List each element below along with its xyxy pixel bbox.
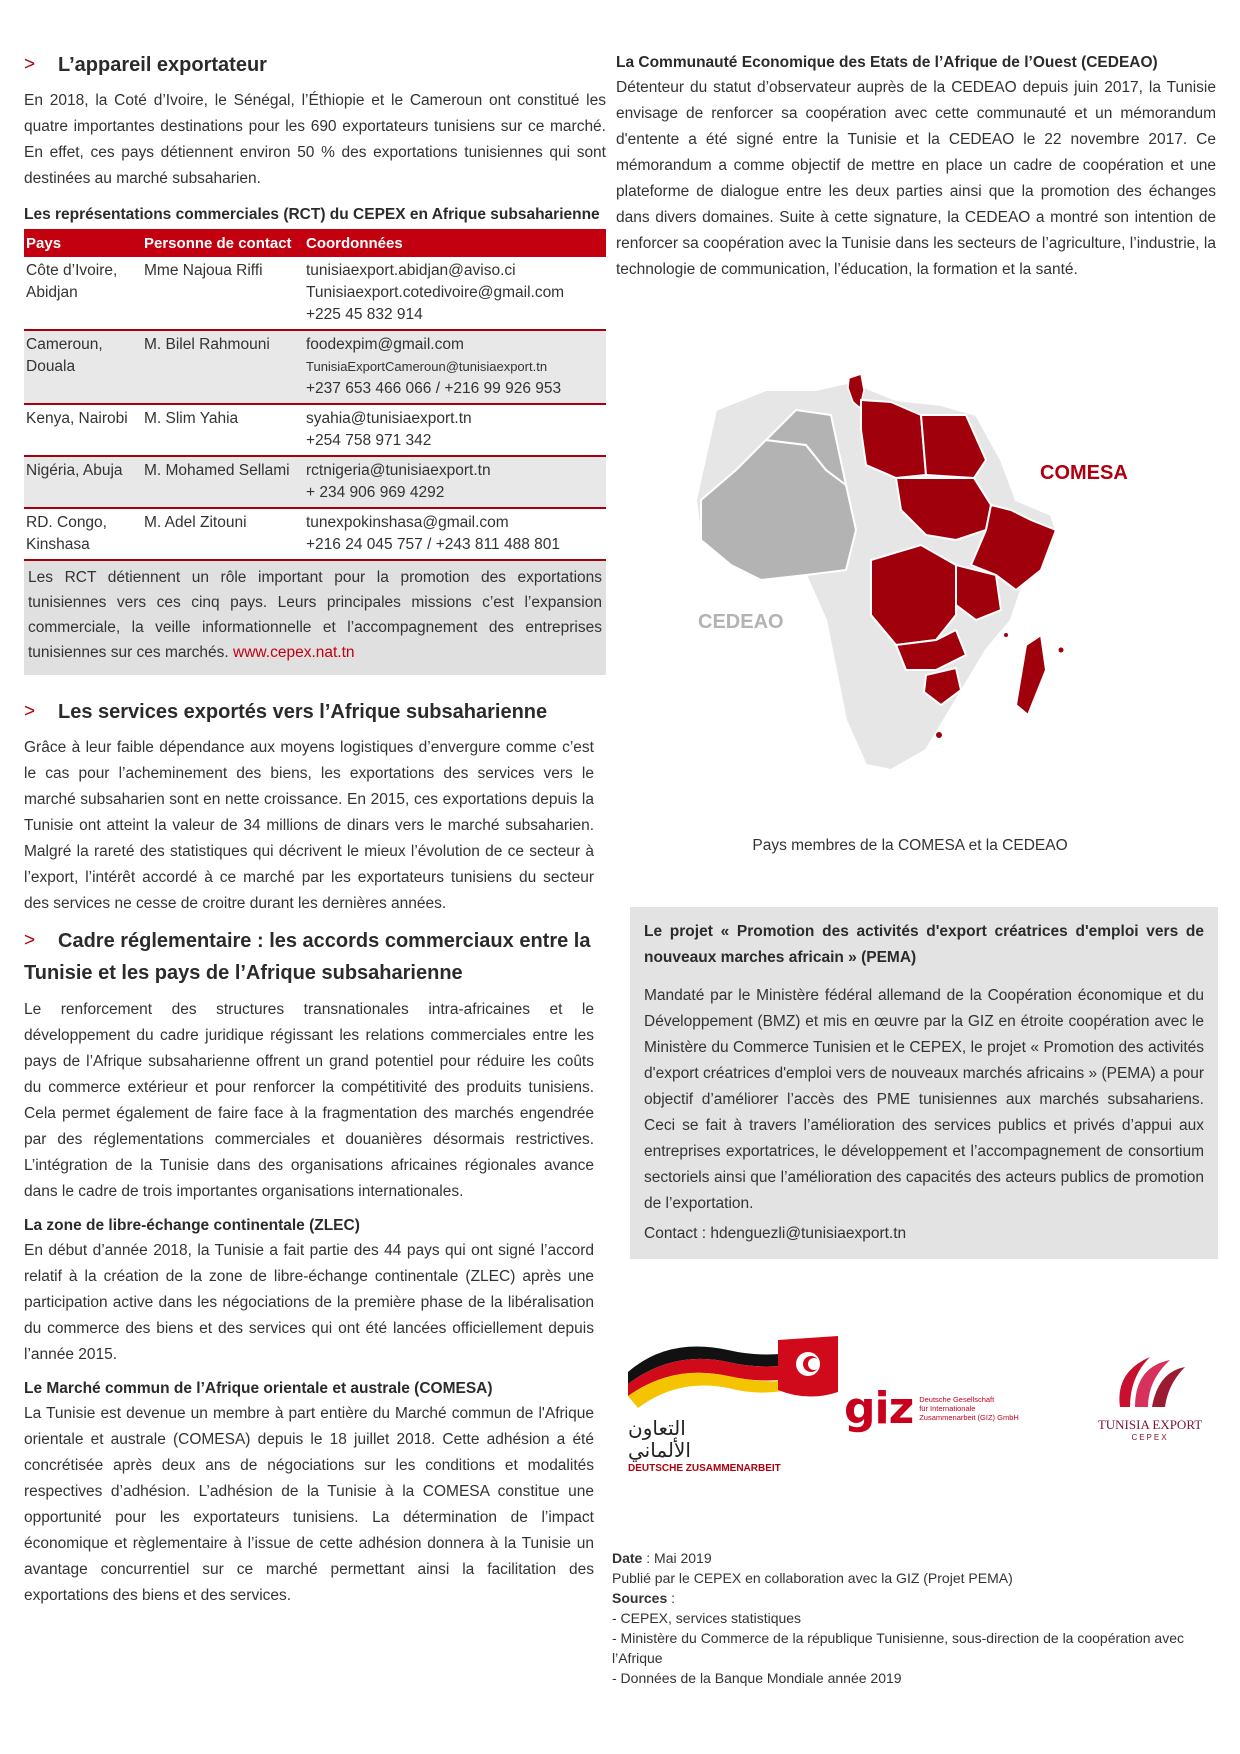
cell-country: RD. Congo, Kinshasa	[24, 508, 142, 560]
footer-date: Date : Mai 2019	[612, 1550, 712, 1566]
rct-note-box	[24, 561, 606, 675]
header-pays: Pays	[24, 229, 142, 257]
giz-wordmark: giz	[844, 1382, 914, 1434]
africa-map-svg	[656, 370, 1126, 790]
phone-number: +225 45 832 914	[306, 306, 423, 323]
cell-country: Côte d’Ivoire, Abidjan	[24, 257, 142, 330]
footer-source-item: - CEPEX, services statistiques	[612, 1610, 802, 1626]
cepex-website-link[interactable]: www.cepex.nat.tn	[233, 644, 355, 661]
flag-swoosh-icon	[628, 1332, 838, 1412]
section-title-exportateur: > L’appareil exportateur	[24, 50, 606, 80]
paragraph-comesa: La Tunisie est devenue un membre à part entière du Marché commun de l'Afrique orientale et australe (COMESA) depuis le 18 juillet 2018. Cette adhésion a été concrétisée après deux ans de négociations sur les conditions et modalités respectives d’adhésion. L’adhésion de la Tunisie à la COMESA constitue une opportunité pour les exportateurs tunisiens. La détermination de l’impact économique et règlementaire à l’issue de cette adhésion donnera à la Tunisie un avantage concurrentiel sur ce marché permettant ainsi la facilitation des exportations des biens et des services.	[24, 1405, 594, 1604]
cell-coordinates	[304, 404, 606, 456]
cooperation-arabic-text: التعاون الألماني	[628, 1416, 691, 1462]
section-arrow: >	[24, 930, 36, 951]
right-column	[616, 50, 1216, 283]
tunisia-export-logo	[1090, 1352, 1210, 1462]
cell-contact: M. Bilel Rahmouni	[142, 330, 304, 404]
map-comesa-island	[936, 732, 942, 738]
cedeao-title: La Communauté Economique des Etats de l’Afrique de l’Ouest (CEDEAO)	[616, 54, 1158, 71]
section-title-services: > Les services exportés vers l’Afrique subsaharienne	[24, 697, 606, 727]
email-link[interactable]: Tunisiaexport.cotedivoire@gmail.com	[306, 284, 565, 301]
table-row	[24, 257, 606, 330]
table-row	[24, 508, 606, 560]
map-caption: Pays membres de la COMESA et la CEDEAO	[752, 837, 1068, 854]
phone-number: +254 758 971 342	[306, 432, 432, 449]
email-link[interactable]: rctnigeria@tunisiaexport.tn	[306, 462, 491, 479]
pema-title: Le projet « Promotion des activités d'export créatrices d'emploi vers de nouveaux marches africain » (PEMA)	[644, 923, 1204, 966]
cell-country: Kenya, Nairobi	[24, 404, 142, 456]
section-title-cadre: > Cadre réglementaire : les accords commerciaux entre la Tunisie et les pays de l’Afrique subsaharienne	[24, 925, 606, 989]
map-label-comesa: COMESA	[1040, 462, 1128, 484]
paragraph-zlec: En début d’année 2018, la Tunisie a fait partie des 44 pays qui ont signé l’accord relatif à la création de la zone de libre-échange continentale (ZLEC) après une participation active dans les négociations de la première phase de la libéralisation du commerce des biens et des services qui ont été lancées officiellement depuis l’année 2015.	[24, 1242, 594, 1363]
section-arrow: >	[24, 54, 36, 75]
cepex-text: CEPEX	[1131, 1433, 1169, 1442]
map-comesa-drc	[871, 545, 956, 645]
section-arrow: >	[24, 701, 36, 722]
pema-contact[interactable]: Contact : hdenguezli@tunisiaexport.tn	[644, 1225, 907, 1242]
table-row	[24, 330, 606, 404]
tunisia-export-emblem-icon	[1110, 1352, 1190, 1412]
pema-box	[630, 907, 1218, 1259]
rct-table-title: Les représentations commerciales (RCT) du CEPEX en Afrique subsaharienne	[24, 206, 600, 223]
footer-source-item: - Données de la Banque Mondiale année 2019	[612, 1670, 902, 1686]
cell-contact: M. Adel Zitouni	[142, 508, 304, 560]
cell-contact: M. Slim Yahia	[142, 404, 304, 456]
phone-number: +237 653 466 066 / +216 99 926 953	[306, 380, 562, 397]
map-comesa-madagascar	[1016, 635, 1046, 715]
deutsche-zusammenarbeit-logo	[628, 1332, 838, 1474]
paragraph-services: Grâce à leur faible dépendance aux moyens logistiques d’envergure comme c’est le cas pour l’acheminement des biens, les exportations des services vers le marché subsaharien sont en nette croissance. En 2015, ces exportations depuis la Tunisie ont atteint la valeur de 34 millions de dinars vers le marché subsaharien. Malgré la rareté des statistiques qui décrivent le mieux l’évolution de ce secteur à l’export, l’intérêt accordé à ce marché par les exportateurs tunisiens du secteur des services ne cesse de croitre durant les dernières années.	[24, 739, 594, 912]
phone-number: + 234 906 969 4292	[306, 484, 445, 501]
table-row	[24, 404, 606, 456]
email-link[interactable]: tunexpokinshasa@gmail.com	[306, 514, 509, 531]
header-coordonnees: Coordonnées	[304, 229, 606, 257]
header-contact: Personne de contact	[142, 229, 304, 257]
email-link[interactable]: tunisiaexport.abidjan@aviso.ci	[306, 262, 516, 279]
map-label-cedeao: CEDEAO	[698, 611, 784, 633]
cooperation-text: DEUTSCHE ZUSAMMENARBEIT	[628, 1463, 781, 1474]
cell-contact: Mme Najoua Riffi	[142, 257, 304, 330]
rct-table	[24, 229, 606, 561]
partner-logos	[620, 1320, 1220, 1474]
cell-coordinates	[304, 456, 606, 508]
cell-country: Nigéria, Abuja	[24, 456, 142, 508]
table-row	[24, 456, 606, 508]
paragraph-cedeao: Détenteur du statut d’observateur auprès de la CEDEAO depuis juin 2017, la Tunisie envisage de renforcer sa coopération avec cette communauté et un mémorandum d'entente a été signé entre la Tunisie et la CEDEAO le 22 novembre 2017. Ce mémorandum a comme objectif de mettre en place un cadre de coopération et une plateforme de dialogue entre les deux parties ainsi que la promotion des échanges dans divers domaines. Suite à cette signature, la CEDEAO a montré son intention de renforcer sa coopération avec la Tunisie dans les secteurs de l’agriculture, l’industrie, la technologie de communication, l’éducation, la formation et la santé.	[616, 79, 1216, 278]
left-column	[24, 50, 606, 1609]
tunisia-export-text: TUNISIA EXPORT	[1097, 1417, 1203, 1432]
africa-map	[656, 370, 1126, 790]
paragraph-exportateur: En 2018, la Coté d’Ivoire, le Sénégal, l’Éthiopie et le Cameroun ont constitué les quatre importantes destinations pour les 690 exportateurs tunisiens sur ce marché. En effet, ces pays détiennent environ 50 % des exportations tunisiennes qui sont destinées au marché subsaharien.	[24, 92, 606, 187]
email-link[interactable]: foodexpim@gmail.com	[306, 336, 464, 353]
giz-logo	[844, 1378, 1044, 1438]
footer-published: Publié par le CEPEX en collaboration avec la GIZ (Projet PEMA)	[612, 1570, 1013, 1586]
comesa-title: Le Marché commun de l’Afrique orientale et australe (COMESA)	[24, 1380, 493, 1397]
footer-sources-label: Sources :	[612, 1590, 676, 1606]
map-comesa-island	[1059, 648, 1064, 653]
email-link[interactable]: TunisiaExportCameroun@tunisiaexport.tn	[306, 359, 548, 374]
map-comesa-island	[1004, 633, 1008, 637]
pema-paragraph: Mandaté par le Ministère fédéral allemand de la Coopération économique et du Développement (BMZ) et mis en œuvre par la GIZ en étroite coopération avec le Ministère du Commerce Tunisien et le CEPEX, le projet « Promotion des activités d'export créatrices d'emploi vers de nouveaux marchés africains » (PEMA) a pour objectif d’améliorer l’accès des PME tunisiennes aux marchés subsahariens. Ceci se fait à travers l’amélioration des services publics et privés d’appui aux entreprises exportatrices, le développement et l’accompagnement de consortium sectoriels ainsi que l’amélioration des capacités des acteurs publics de promotion de l’exportation.	[644, 987, 1204, 1212]
zlec-title: La zone de libre-échange continentale (ZLEC)	[24, 1217, 360, 1234]
giz-subtitle: Deutsche Gesellschaft für Internationale Zusammenarbeit (GIZ) GmbH	[919, 1394, 1019, 1422]
footer-source-item: - Ministère du Commerce de la république Tunisienne, sous-direction de la coopération avec l’Afrique	[612, 1630, 1184, 1666]
cell-coordinates	[304, 257, 606, 330]
cell-coordinates	[304, 508, 606, 560]
rct-note-text: Les RCT détiennent un rôle important pour la promotion des exportations tunisiennes vers ces cinq pays. Leurs principales missions c’est l’expansion commerciale, la veille informationnelle et l’accompagnement des entreprises tunisiennes sur ces marchés.	[28, 569, 602, 661]
cell-country: Cameroun, Douala	[24, 330, 142, 404]
phone-number: +216 24 045 757 / +243 811 488 801	[306, 536, 560, 553]
cell-contact: M. Mohamed Sellami	[142, 456, 304, 508]
footer-info	[612, 1548, 1222, 1688]
rct-table-header	[24, 229, 606, 257]
email-link[interactable]: syahia@tunisiaexport.tn	[306, 410, 472, 427]
paragraph-cadre: Le renforcement des structures transnationales intra-africaines et le développement du cadre juridique régissant les relations commerciales entre les pays de l’Afrique subsaharienne offrent un grand potentiel pour réduire les coûts du commerce extérieur et pour renforcer la compétitivité des produits tunisiens. Cela permet également de faire face à la fragmentation des marchés engendrée par des réglementations commerciales et douanières désormais restrictives. L’intégration de la Tunisie dans des organisations africaines régionales avance dans le cadre de trois importantes organisations internationales.	[24, 1001, 594, 1200]
cell-coordinates	[304, 330, 606, 404]
